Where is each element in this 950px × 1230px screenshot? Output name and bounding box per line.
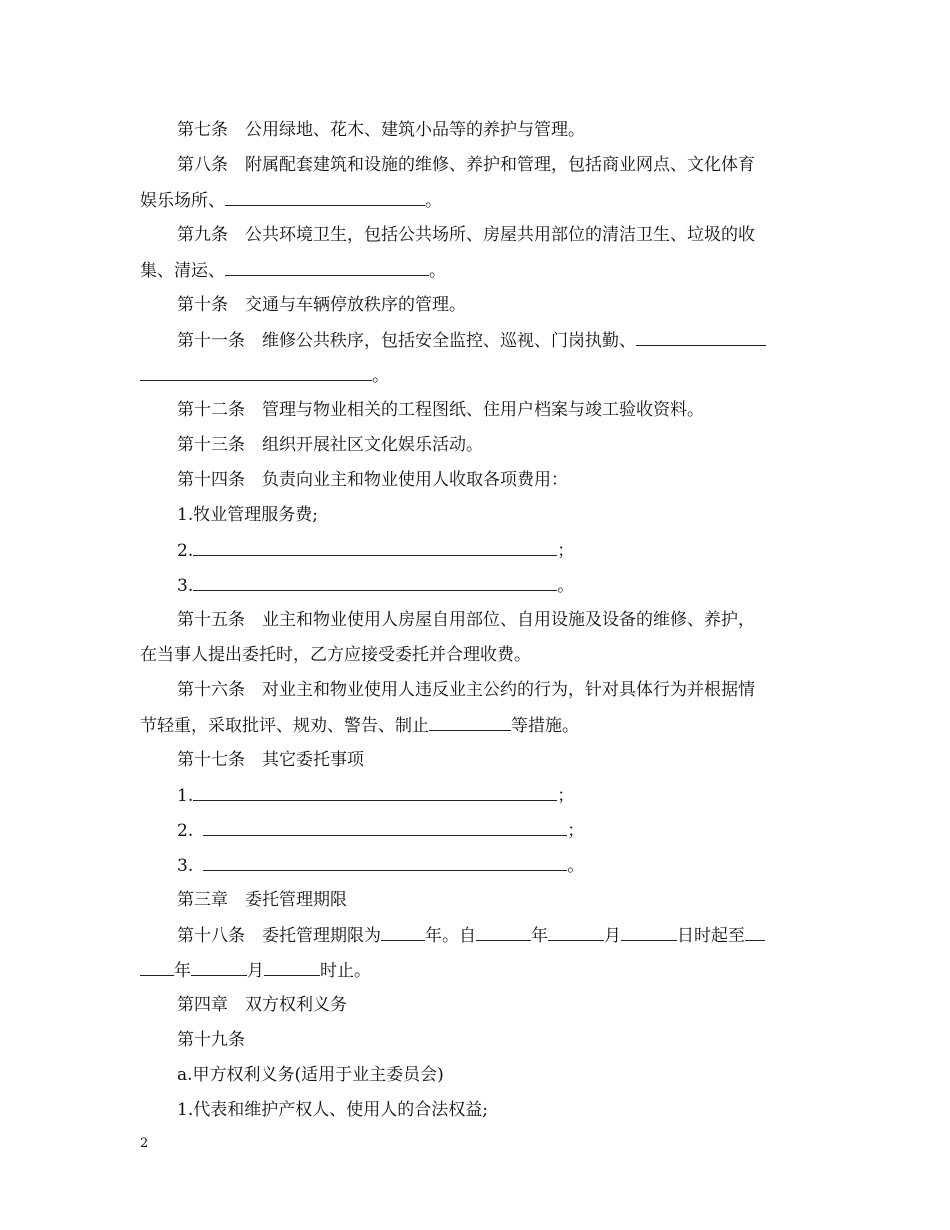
article-18-line-1 xyxy=(140,924,849,947)
article-17-text: 第十七条 其它委托事项 xyxy=(177,750,364,770)
chapter-3-heading xyxy=(140,889,849,911)
article-17-item-2 xyxy=(140,819,849,842)
article-18-text: 日时起至 xyxy=(677,926,745,946)
punctuation: 。 xyxy=(557,576,575,596)
fill-in-blank xyxy=(225,189,425,206)
punctuation: ； xyxy=(557,541,575,561)
list-item-number: 2. xyxy=(177,821,194,841)
article-7 xyxy=(140,119,849,141)
article-8-line-2 xyxy=(140,189,812,212)
article-17-item-3 xyxy=(140,854,849,877)
article-19-title: 第十九条 xyxy=(177,1030,245,1050)
punctuation: 。 xyxy=(429,261,446,281)
article-16-ending: 等措施。 xyxy=(511,716,579,736)
article-13 xyxy=(140,434,849,456)
party-a-rights-text: a.甲方权利义务(适用于业主委员会) xyxy=(177,1065,444,1085)
fill-in-blank xyxy=(140,959,174,976)
fill-in-blank xyxy=(140,364,372,381)
fill-in-blank xyxy=(193,574,557,591)
article-12-text: 第十二条 管理与物业相关的工程图纸、住用户档案与竣工验收资料。 xyxy=(177,400,704,420)
article-18-text: 月 xyxy=(247,961,264,981)
article-7-text: 第七条 公用绿地、花木、建筑小品等的养护与管理。 xyxy=(177,120,585,140)
article-10-text: 第十条 交通与车辆停放秩序的管理。 xyxy=(177,295,466,315)
page-number: 2 xyxy=(140,1136,149,1151)
list-item-number: 3. xyxy=(177,576,194,596)
article-9-line-2 xyxy=(140,259,812,282)
fill-in-blank xyxy=(193,539,557,556)
chapter-4-heading xyxy=(140,994,849,1016)
punctuation: 。 xyxy=(372,366,389,386)
chapter-3-title: 第三章 委托管理期限 xyxy=(177,890,347,910)
article-17 xyxy=(140,749,849,771)
article-18-text: 年 xyxy=(174,961,191,981)
fill-in-blank xyxy=(476,924,531,941)
article-16-line-1 xyxy=(140,679,849,701)
article-8-continuation: 娱乐场所、 xyxy=(140,191,225,211)
list-item-number: 1. xyxy=(177,786,194,806)
article-8-line-1 xyxy=(140,154,849,176)
article-14-item-2 xyxy=(140,539,849,562)
article-10 xyxy=(140,294,849,316)
article-18-text: 时止。 xyxy=(320,961,371,981)
article-18-text: 月 xyxy=(604,926,621,946)
list-item-text: 1.牧业管理服务费; xyxy=(177,505,318,525)
article-16-line-2 xyxy=(140,714,812,737)
party-a-rights-heading xyxy=(140,1064,849,1086)
article-9-text: 第九条 公共环境卫生，包括公共场所、房屋共用部位的清洁卫生、垃圾的收 xyxy=(177,225,755,245)
article-13-text: 第十三条 组织开展社区文化娱乐活动。 xyxy=(177,435,483,455)
punctuation: ； xyxy=(567,821,585,841)
fill-in-blank xyxy=(621,924,677,941)
article-11-text: 第十一条 维修公共秩序，包括安全监控、巡视、门岗执勤、 xyxy=(177,331,636,351)
article-16-text: 第十六条 对业主和物业使用人违反业主公约的行为，针对具体行为并根据情 xyxy=(177,680,755,700)
article-17-item-1 xyxy=(140,784,849,807)
article-14-text: 第十四条 负责向业主和物业使用人收取各项费用： xyxy=(177,470,568,490)
punctuation: 。 xyxy=(567,856,585,876)
fill-in-blank xyxy=(381,924,425,941)
article-19 xyxy=(140,1029,849,1051)
article-14-item-1 xyxy=(140,504,849,526)
fill-in-blank xyxy=(203,819,567,836)
article-18-text: 年 xyxy=(531,926,548,946)
list-item-number: 3. xyxy=(177,856,194,876)
punctuation: 。 xyxy=(425,191,442,211)
article-18-text: 年。自 xyxy=(425,926,476,946)
chapter-4-title: 第四章 双方权利义务 xyxy=(177,995,347,1015)
fill-in-blank xyxy=(191,959,247,976)
fill-in-blank xyxy=(193,784,557,801)
fill-in-blank xyxy=(429,714,511,731)
article-14-item-3 xyxy=(140,574,849,597)
article-15-text: 第十五条 业主和物业使用人房屋自用部位、自用设施及设备的维修、养护， xyxy=(177,610,755,630)
article-16-continuation: 节轻重，采取批评、规劝、警告、制止 xyxy=(140,716,429,736)
article-18-line-2 xyxy=(140,959,812,982)
article-14 xyxy=(140,469,849,491)
fill-in-blank xyxy=(548,924,604,941)
article-15-continuation: 在当事人提出委托时，乙方应接受委托并合理收费。 xyxy=(140,645,531,665)
list-item-text: 1.代表和维护产权人、使用人的合法权益; xyxy=(177,1100,488,1120)
article-18-text: 第十八条 委托管理期限为 xyxy=(177,926,381,946)
fill-in-blank xyxy=(264,959,320,976)
fill-in-blank xyxy=(745,924,765,941)
article-12 xyxy=(140,399,849,421)
list-item-number: 2. xyxy=(177,541,194,561)
party-a-rights-item-1 xyxy=(140,1099,849,1121)
article-15-line-1 xyxy=(140,609,849,631)
article-15-line-2 xyxy=(140,644,812,666)
fill-in-blank xyxy=(203,854,567,871)
article-9-line-1 xyxy=(140,224,849,246)
article-11-line-2 xyxy=(140,364,812,387)
article-9-continuation: 集、清运、 xyxy=(140,261,225,281)
fill-in-blank xyxy=(636,329,766,346)
punctuation: ； xyxy=(557,786,575,806)
article-11-line-1 xyxy=(140,329,849,352)
fill-in-blank xyxy=(225,259,429,276)
article-8-text: 第八条 附属配套建筑和设施的维修、养护和管理，包括商业网点、文化体育 xyxy=(177,155,755,175)
